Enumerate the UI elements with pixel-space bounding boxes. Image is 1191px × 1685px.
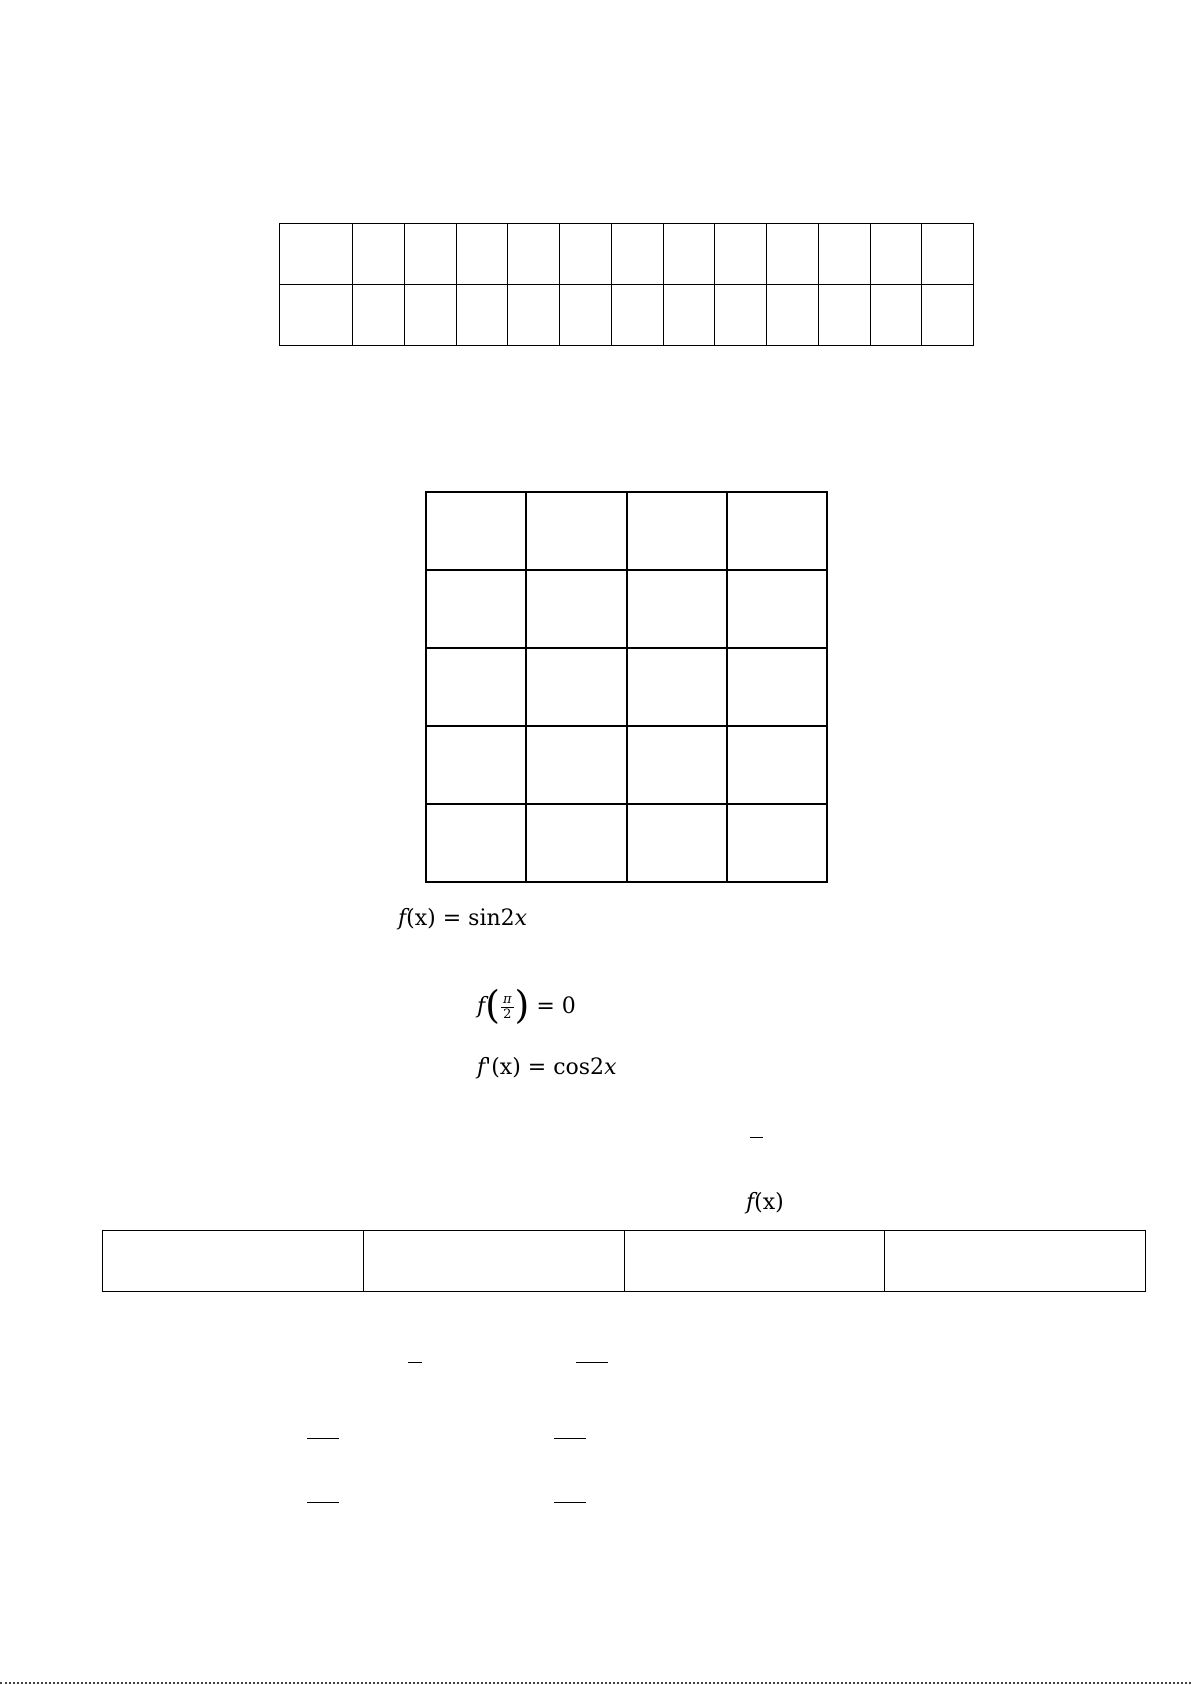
- function-label: [746, 1192, 784, 1214]
- equals-zero: = 0: [529, 994, 576, 1019]
- close-paren: ): [514, 983, 530, 1027]
- page-bottom-divider: [0, 1682, 1191, 1684]
- table-cell: [624, 1231, 885, 1292]
- function-argument: (x): [406, 906, 436, 931]
- table-cell: [426, 804, 526, 882]
- table-cell: [363, 1231, 624, 1292]
- table-cell: [715, 224, 767, 285]
- table-cell: [922, 224, 974, 285]
- table-cell: [885, 1231, 1146, 1292]
- fraction-bar: [307, 1438, 339, 1439]
- table-cell: [727, 648, 827, 726]
- fraction-bar: [750, 1137, 763, 1138]
- table-cell: [627, 648, 727, 726]
- derivative-argument: (x): [491, 1055, 521, 1080]
- grid-table-body: [426, 492, 827, 882]
- fraction-bar: [554, 1438, 586, 1439]
- table-cell: [426, 570, 526, 648]
- top-value-table: [279, 223, 974, 346]
- derivative-name: f': [477, 1055, 492, 1080]
- table-cell: [103, 1231, 364, 1292]
- derivative-body: cos2: [553, 1055, 605, 1080]
- table-cell: [627, 570, 727, 648]
- table-cell: [526, 492, 626, 570]
- fraction-denominator: 2: [503, 1006, 512, 1022]
- top-value-table-body: [280, 224, 974, 346]
- function-argument: (x): [754, 1190, 784, 1215]
- fraction-bar: [307, 1502, 339, 1503]
- table-cell: [526, 804, 626, 882]
- table-cell: [870, 285, 922, 346]
- table-cell: [627, 804, 727, 882]
- table-cell: [727, 726, 827, 804]
- function-variable: x: [514, 906, 528, 931]
- table-cell: [426, 648, 526, 726]
- table-cell: [627, 726, 727, 804]
- table-cell: [870, 224, 922, 285]
- function-body: sin2: [468, 906, 515, 931]
- table-cell: [508, 224, 560, 285]
- table-cell: [663, 285, 715, 346]
- table-cell: [663, 224, 715, 285]
- table-cell: [560, 285, 612, 346]
- table-cell: [818, 285, 870, 346]
- table-cell: [353, 224, 405, 285]
- grid-table: [425, 491, 828, 883]
- table-row: [103, 1231, 1146, 1292]
- table-cell: [922, 285, 974, 346]
- fraction-numerator: π: [502, 991, 512, 1007]
- wide-table: [102, 1230, 1146, 1292]
- table-row: [426, 570, 827, 648]
- table-cell: [404, 224, 456, 285]
- table-cell: [404, 285, 456, 346]
- table-cell: [611, 285, 663, 346]
- function-name: f: [477, 994, 486, 1019]
- wide-table-body: [103, 1231, 1146, 1292]
- table-row: [426, 804, 827, 882]
- table-cell: [767, 224, 819, 285]
- table-cell: [508, 285, 560, 346]
- function-name: f: [398, 906, 407, 931]
- table-cell: [426, 492, 526, 570]
- fraction: [501, 993, 514, 1021]
- table-cell: [456, 224, 508, 285]
- derivative-definition: [477, 1057, 616, 1079]
- function-name: f: [746, 1190, 755, 1215]
- table-cell: [526, 726, 626, 804]
- table-cell: [767, 285, 819, 346]
- table-row: [280, 224, 974, 285]
- table-cell: [727, 804, 827, 882]
- table-row: [426, 492, 827, 570]
- function-definition: [398, 908, 527, 930]
- table-cell: [560, 224, 612, 285]
- table-cell: [526, 570, 626, 648]
- table-cell: [426, 726, 526, 804]
- table-cell: [353, 285, 405, 346]
- table-cell: [715, 285, 767, 346]
- equals-sign: =: [435, 906, 469, 931]
- derivative-variable: x: [604, 1055, 617, 1080]
- table-row: [426, 726, 827, 804]
- equals-sign: =: [520, 1055, 554, 1080]
- fraction-bar: [408, 1362, 422, 1363]
- table-cell: [280, 224, 353, 285]
- table-cell: [526, 648, 626, 726]
- table-cell: [456, 285, 508, 346]
- fraction-bar: [576, 1362, 608, 1363]
- table-row: [280, 285, 974, 346]
- table-cell: [611, 224, 663, 285]
- table-cell: [727, 492, 827, 570]
- table-cell: [280, 285, 353, 346]
- table-cell: [627, 492, 727, 570]
- fraction-bar: [554, 1502, 586, 1503]
- table-row: [426, 648, 827, 726]
- open-paren: (: [485, 983, 500, 1027]
- table-cell: [818, 224, 870, 285]
- function-value-at-pi-over-2: [477, 983, 576, 1027]
- table-cell: [727, 570, 827, 648]
